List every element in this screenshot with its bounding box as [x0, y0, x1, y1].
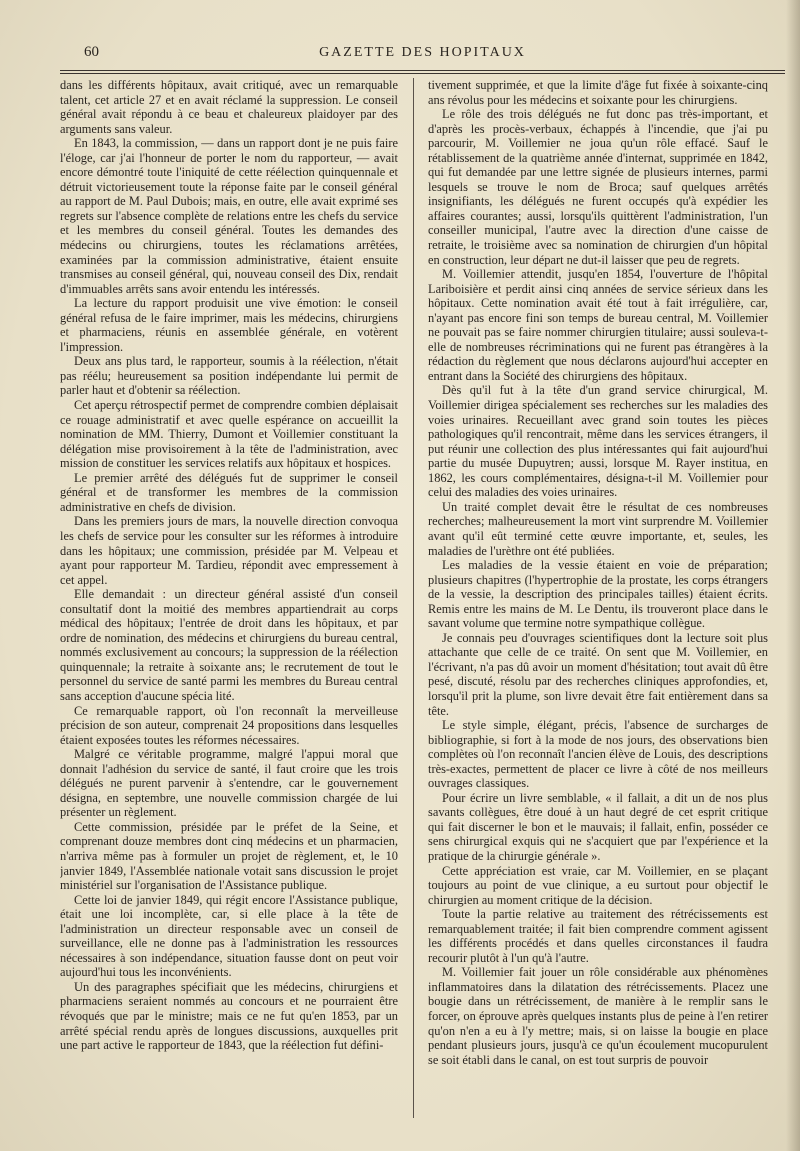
paragraph: Cette commission, présidée par le préfet de la Seine, et comprenant douze membres dont cinq médecins et un pharmacien, n'arriva même pas à formuler un projet de règlement, et, le 10 janvier 1849, l'Assemblée nationale votait sans discussion le projet ministériel sur l'organisation de l'Assistance publique. — [60, 819, 398, 893]
paragraph: Le style simple, élégant, précis, l'absence de surcharges de bibliographie, si fort à la mode de nos jours, des observations bien complètes où l'on reconnaît l'ancien élève de Louis, des descriptions très-exactes, permettent de placer ce livre à côté de nos meilleurs ouvrages classiques. — [428, 718, 768, 791]
paragraph: M. Voillemier fait jouer un rôle considérable aux phénomènes inflammatoires dans la dilatation des rétrécissements. Placez une bougie dans un rétrécissement, de manière à le remplir sans le forcer, on éprouve après quelques instants plus de peine à l'en retirer qu'on n'en a eu à l'y mettre; mais, si on laisse la bougie en place pendant plusieurs jours, jusqu'à ce qu'un écoulement mucopurulent se soit établi dans le canal, on est tout surpris de pouvoir — [428, 965, 768, 1067]
paragraph: Cette loi de janvier 1849, qui régit encore l'Assistance publique, était une loi incomplète, car, si elle place à la tête de l'administration un directeur responsable avec un conseil de surveillance, elle ne donne pas à l'administration les ressources nécessaires à son indépendance, situation fausse dont on peut voir aujourd'hui tous les inconvénients. — [60, 892, 398, 980]
column-divider — [413, 78, 414, 1118]
paragraph: Toute la partie relative au traitement des rétrécissements est remarquablement traitée; il fait bien comprendre comment agissent les différents procédés et dans quelles circonstances il faudra recourir plutôt à l'un qu'à l'autre. — [428, 907, 768, 965]
right-column — [428, 78, 768, 1138]
left-column — [60, 78, 398, 1138]
paragraph: Les maladies de la vessie étaient en voie de préparation; plusieurs chapitres (l'hypertrophie de la prostate, les corps étrangers de la vessie, la description des principales tailles) étaient écrits. Remis entre les mains de M. Le Dentu, ils trouveront place dans le savant volume que termine notre sympathique collègue. — [428, 558, 768, 631]
paragraph: Un des paragraphes spécifiait que les médecins, chirurgiens et pharmaciens seraient nommés au concours et ne pourraient être révoqués que par le ministre; mais ce ne fut qu'en 1853, par un arrêté spécial rendu après de longues discussions, auxquelles prit une part active le rapporteur de 1843, que la réélection fut défini- — [60, 979, 398, 1053]
paragraph: Un traité complet devait être le résultat de ces nombreuses recherches; malheureusement la mort vint surprendre M. Voillemier avant qu'il eût terminé cette œuvre importante, et, seules, les maladies de l'urèthre ont été publiées. — [428, 499, 768, 558]
paragraph: Deux ans plus tard, le rapporteur, soumis à la réélection, n'était pas réélu; heureusement sa position indépendante lui permit de parler haut et d'obtenir sa réélection. — [60, 354, 398, 398]
paragraph: Dans les premiers jours de mars, la nouvelle direction convoqua les chefs de service pour les consulter sur les réformes à introduire dans les hôpitaux; une commission, présidée par M. Velpeau et ayant pour rapporteur M. Tardieu, répondit avec empressement à cet appel. — [60, 514, 398, 587]
paragraph: En 1843, la commission, — dans un rapport dont je ne puis faire l'éloge, car j'ai l'honneur de porter le nom du rapporteur, — avait encore démontré toute l'iniquité de cette réélection quinquennale et détruit victorieusement toute la réponse faite par le conseil général au rapport de M. Paul Dubois; mais, en outre, elle avait exprimé ses regrets sur l'absence complète de relations entre les chefs du service et les membres du conseil général. Toutes les demandes des médecins ou chirurgiens, toutes les réclamations arrêtées, examinées par la commission administrative, étaient ensuite transmises au conseil général, qui, nouveau conseil des Dix, rendait d'immuables arrêts sans avoir entendu les intéressés. — [60, 136, 398, 296]
header-rule — [60, 70, 785, 74]
journal-title: GAZETTE DES HOPITAUX — [319, 45, 526, 60]
paragraph: M. Voillemier attendit, jusqu'en 1854, l'ouverture de l'hôpital Lariboisière et perdit ainsi cinq années de service sérieux dans les hôpitaux. Cette nomination avait été tout à fait irrégulière, car, n'ayant pas encore fini son temps de bureau central, M. Voillemier ne pouvait pas se faire nommer chirurgien titulaire; aussi souleva-t-elle de nombreuses récriminations qui ne furent pas étrangères à la rédaction du règlement que nous déclarons aujourd'hui accepter en entrant dans la Société des chirurgiens des hôpitaux. — [428, 267, 768, 383]
page-header — [60, 42, 785, 66]
paragraph: Cette appréciation est vraie, car M. Voillemier, en se plaçant toujours au point de vue clinique, a eu surtout pour objectif le chirurgien au moment critique de la décision. — [428, 863, 768, 907]
paragraph: Je connais peu d'ouvrages scientifiques dont la lecture soit plus attachante que celle de ce traité. On sent que M. Voillemier, en l'écrivant, n'a pas dû avoir un moment d'hésitation; tout avait dû être pesé, discuté, résolu par des recherches cliniques approfondies, et, lorsqu'il prit la plume, son livre devait être fait entièrement dans sa tête. — [428, 630, 768, 718]
paragraph: Dès qu'il fut à la tête d'un grand service chirurgical, M. Voillemier dirigea spécialement ses recherches sur les maladies des voies urinaires. Recueillant avec grand soin toutes les pièces pathologiques qu'il rencontrait, même dans les services étrangers, il put réunir une collection des plus intéressantes qui fait aujourd'hui partie du musée Dupuytren; aussi, lorsque M. Rayer institua, en 1862, les cours complémentaires, désigna-t-il M. Voillemier pour celui des maladies des voies urinaires. — [428, 383, 768, 500]
paragraph: Le premier arrêté des délégués fut de supprimer le conseil général et de transformer les membres de la commission administrative en chefs de division. — [60, 470, 398, 514]
paragraph: Malgré ce véritable programme, malgré l'appui moral que donnait l'adhésion du service de santé, il faut croire que les trois délégués ne purent parvenir à s'entendre, car le gouvernement désigna, en septembre, une nouvelle commission chargée de lui présenter un règlement. — [60, 747, 398, 820]
paragraph: dans les différents hôpitaux, avait critiqué, avec un remarquable talent, cet article 27 et en avait réclamé la suppression. Le conseil général avait répondu à ce beau et chaleureux plaidoyer par des arguments sans valeur. — [60, 78, 398, 136]
paragraph: Ce remarquable rapport, où l'on reconnaît la merveilleuse précision de son auteur, comprenait 24 propositions dans lesquelles étaient exposées toutes les réformes nécessaires. — [60, 703, 398, 747]
page-number: 60 — [84, 44, 99, 60]
paragraph: La lecture du rapport produisit une vive émotion: le conseil général refusa de le faire imprimer, mais les médecins, chirurgiens et pharmaciens, réunis en assemblée générale, en votèrent l'impression. — [60, 296, 398, 354]
paragraph: Elle demandait : un directeur général assisté d'un conseil consultatif dont la moitié des membres appartiendrait au corps médical des hôpitaux; l'entrée de droit dans les hôpitaux, et par ordre de nomination, des médecins et chirurgiens du bureau central, nommés exclusivement au concours; la suppression de la réélection quinquennale; la retraite à soixante ans; le recrutement de tout le personnel du service de santé parmi les membres du Bureau central sans acception d'aucune spécia lité. — [60, 587, 398, 703]
paragraph: Le rôle des trois délégués ne fut donc pas très-important, et d'après les procès-verbaux, échappés à l'incendie, que j'ai pu parcourir, M. Voillemier ne joua qu'un rôle effacé. Sauf le rétablissement de la quatrième année d'internat, supprimée en 1842, qui fut demandée par une lettre signée de plusieurs internes, parmi lesquels se trouve le nom de Broca; sauf quelques arrêtés insignifiants, les délégués ne furent occupés qu'à expédier les affaires courantes; aussi, lorsqu'ils quittèrent l'administration, l'un conseiller municipal, l'autre avec la direction d'une caisse de retraite, le troisième avec sa nomination de chirurgien d'un hôpital en construction, leur départ ne dut-il laisser que peu de regrets. — [428, 107, 768, 267]
paragraph: Cet aperçu rétrospectif permet de comprendre combien déplaisait ce rouage administratif et avec quelle espérance on accueillit la nomination de MM. Thierry, Dumont et Voillemier constituant la délégation mise provisoirement à la tête de l'administration, avec mission de constituer les services relatifs aux hôpitaux et hospices. — [60, 398, 398, 471]
page-edge-shadow — [786, 0, 800, 1151]
paragraph: tivement supprimée, et que la limite d'âge fut fixée à soixante-cinq ans révolus pour les médecins et soixante pour les chirurgiens. — [428, 78, 768, 107]
paragraph: Pour écrire un livre semblable, « il fallait, a dit un de nos plus savants collègues, être doué à un haut degré de cet esprit critique qui fait discerner le bon et le mauvais; il fallait, enfin, posséder ce sens chirurgical exquis qui ne s'acquiert que par l'expérience et la pratique de la chirurgie générale ». — [428, 790, 768, 863]
